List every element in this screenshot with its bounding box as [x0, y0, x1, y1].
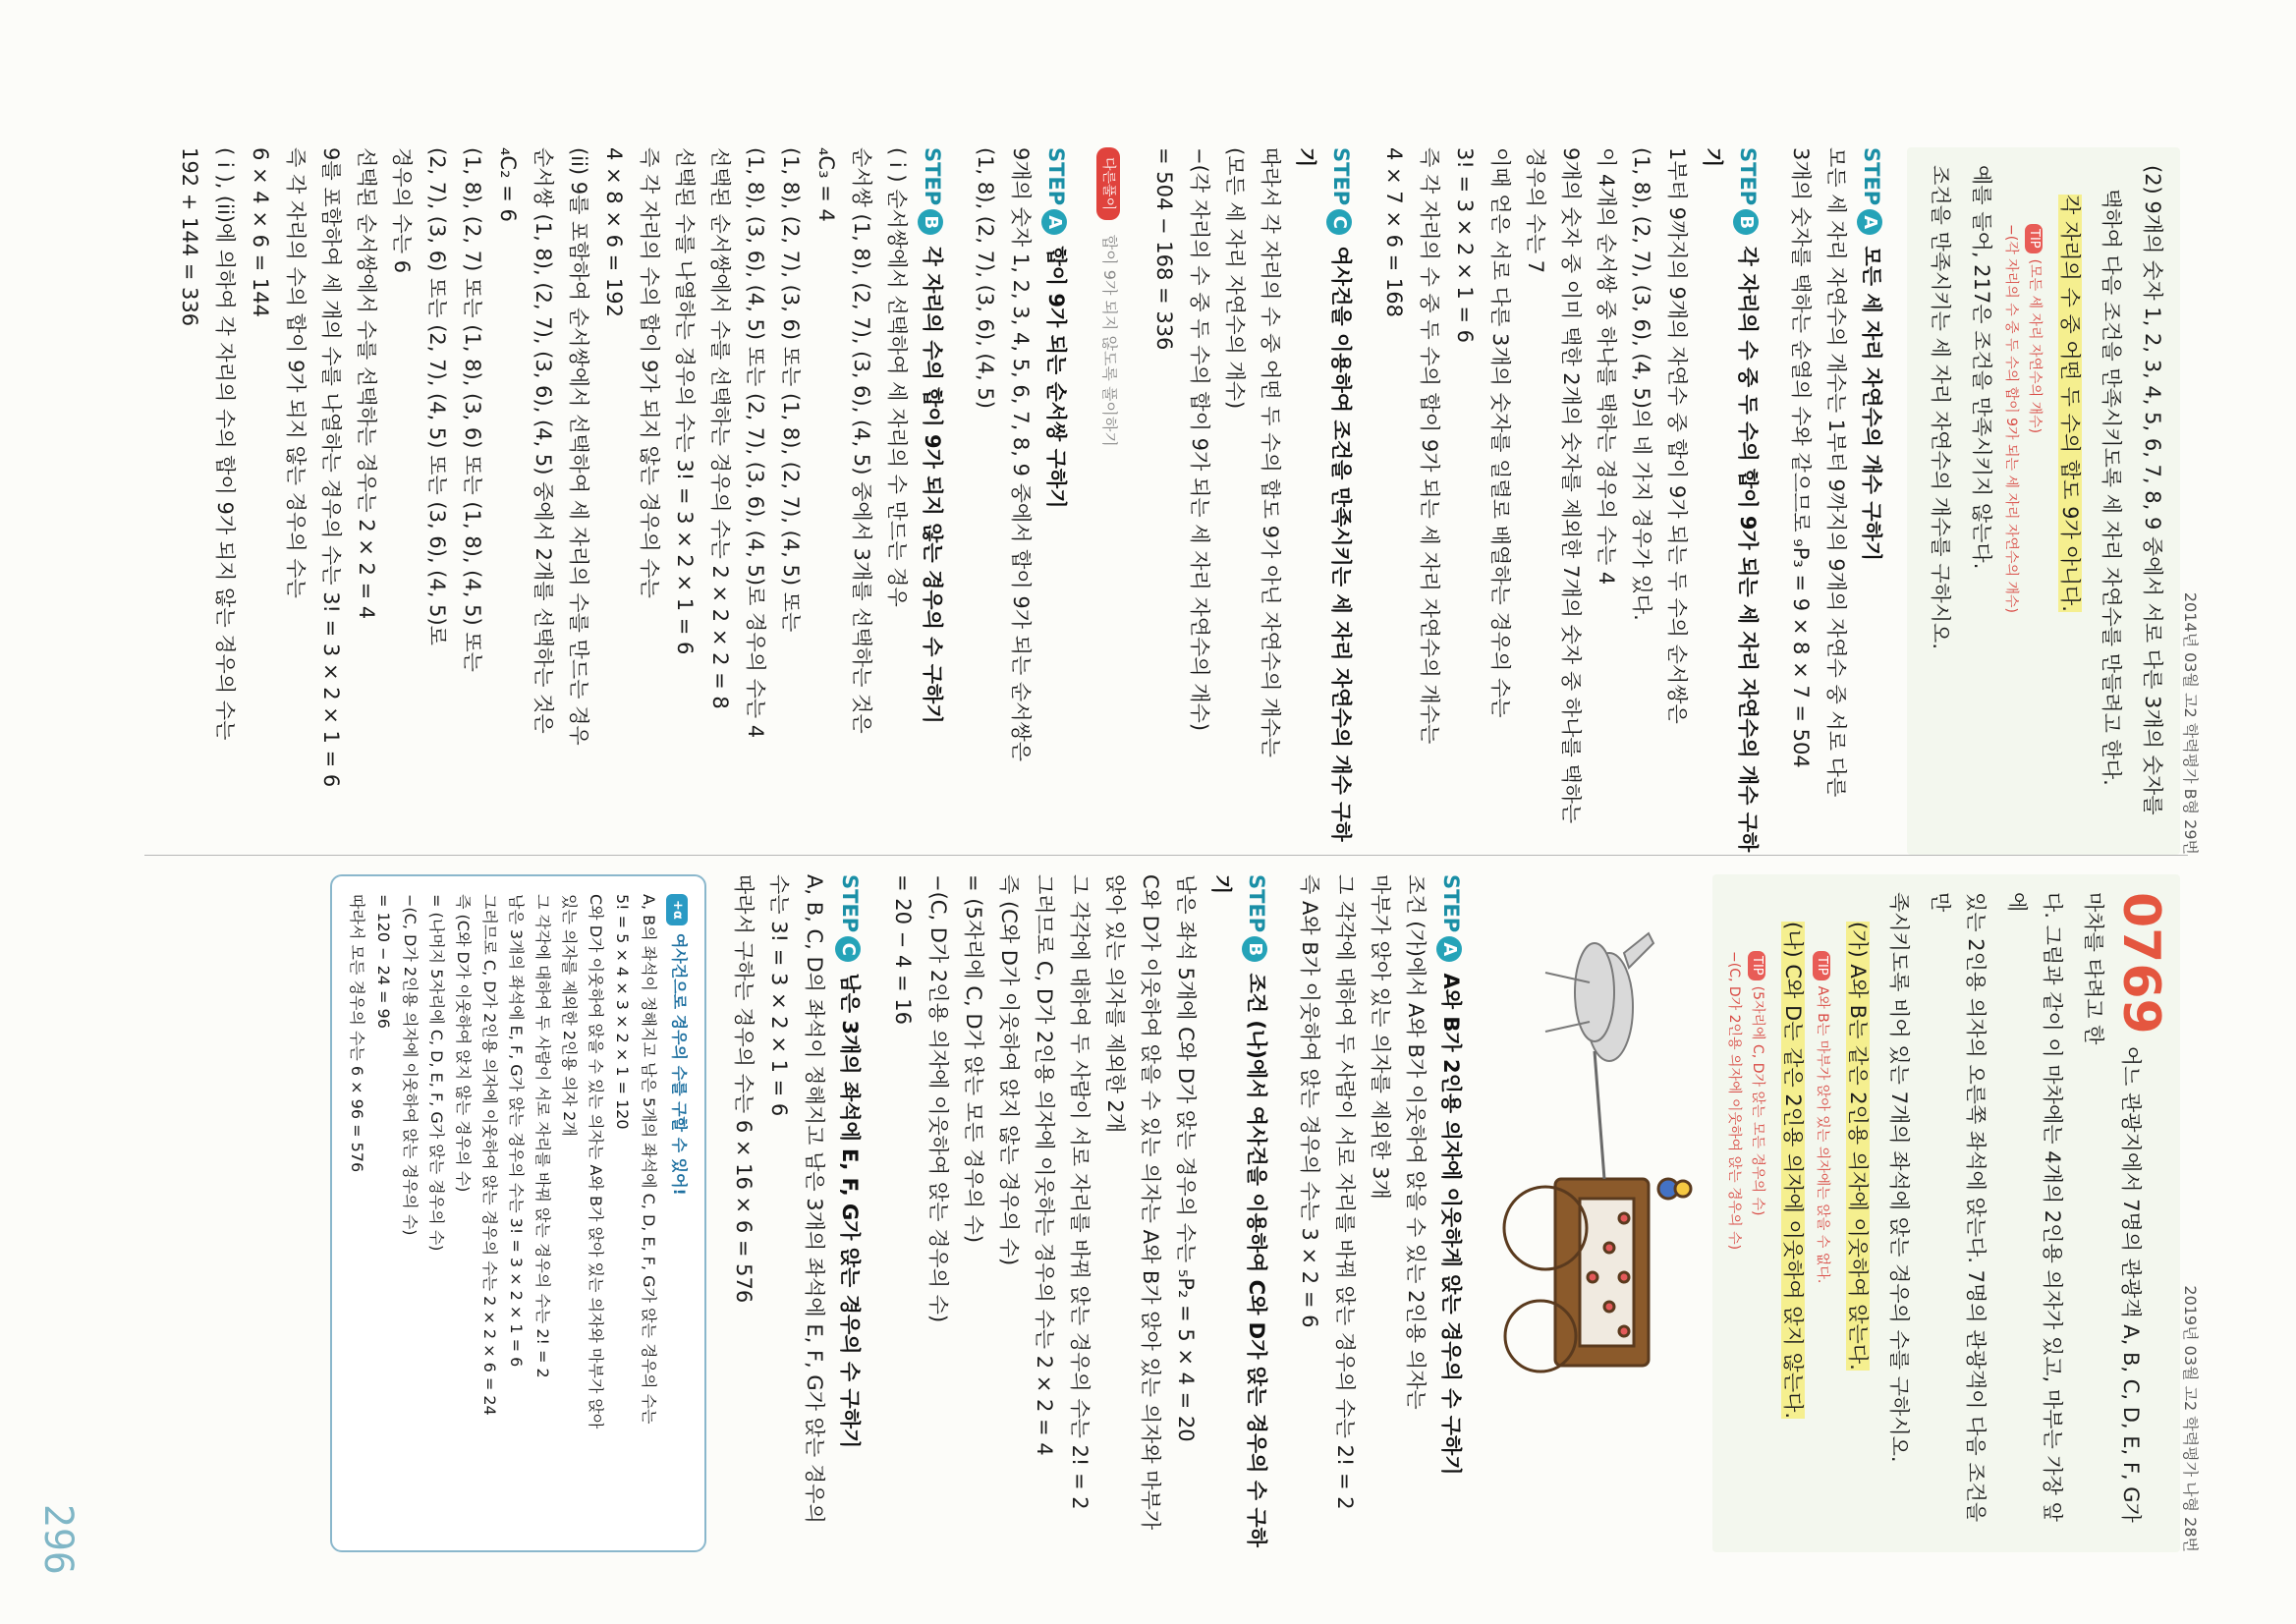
note-header	[666, 894, 693, 1533]
problem-line: 조건을 만족시키는 세 자리 자연수의 개수를 구하시오.	[1929, 165, 1952, 650]
step-badge: A	[1436, 936, 1462, 962]
page-number: 296	[35, 1503, 81, 1575]
step-line: 3개의 숫자를 택하는 순열의 수와 같으므로 ₉P₃ = 9 × 8 × 7 = 504	[1789, 147, 1813, 768]
step-badge: C	[1326, 209, 1352, 235]
step-heading	[832, 874, 868, 1552]
carriage-illustration	[1486, 874, 1703, 1552]
step-line: 3! = 3 × 2 × 1 = 6	[1453, 147, 1477, 344]
problem-line: (2) 9개의 숫자 1, 2, 3, 4, 5, 6, 7, 8, 9 중에서 서로 다른 3개의 숫자를	[2141, 165, 2164, 815]
step-line: ( i ) 순서쌍에서 선택하여 세 자리의 수 만드는 경우	[885, 147, 909, 607]
plus-alpha-note	[330, 874, 706, 1552]
step-line: 따라서 각 자리의 수 중 어떤 두 수의 합도 9가 아닌 자연수의 개수는	[1259, 147, 1282, 757]
step-line: 이 4개의 순서쌍 중 하나를 택하는 경우의 수는 4	[1595, 147, 1618, 586]
problem-line: 족시키도록 비어 있는 7개의 좌석에 앉는 경우의 수를 구하시오.	[1887, 892, 1911, 1463]
condition-text: 각 자리의 수 중 어떤 두 수의 합도 9가 아니다.	[2058, 195, 2082, 612]
step-line: 마부가 앉아 있는 의자를 제외한 3개	[1369, 874, 1392, 1200]
step-line: 선택된 순서쌍에서 수를 선택하는 경우의 수는 2 × 2 × 2 = 8	[708, 147, 732, 709]
note-line: 남은 3개의 좌석에 E, F, G가 앉는 경우의 수는 3! = 3 × 2 × 1 = 6	[507, 894, 526, 1368]
step-line: (2, 7), (3, 6) 또는 (2, 7), (4, 5) 또는 (3, 6), (4, 5)로	[425, 147, 449, 645]
step-prefix: STEP	[1329, 147, 1353, 206]
step-heading	[1433, 874, 1469, 1552]
step-body	[1292, 874, 1433, 1552]
step-badge: A	[1041, 209, 1067, 235]
step-line: 9개의 숫자 1, 2, 3, 4, 5, 6, 7, 8, 9 중에서 합이 9가 되는 순서쌍은	[1009, 147, 1033, 762]
carriage-drawing	[1486, 874, 1703, 1552]
note-line: = (나머지 5자리에 C, D, E, F, G가 앉는 경우의 수)	[427, 894, 446, 1252]
condition-row	[1840, 892, 1876, 1535]
note-line: 있는 의자를 제외한 2인용 의자 2개	[560, 894, 579, 1137]
step-line: 선택된 순서쌍에서 수를 선택하는 경우는 2 × 2 = 4	[355, 147, 378, 620]
right-source: 2019년 03월 고2 학력평가 나형 28번	[2181, 1285, 2200, 1552]
problem-number: 0769	[2111, 892, 2170, 1035]
right-solution-steps	[726, 874, 1469, 1552]
note-title: 여사건으로 경우의 수를 구할 수 있어!	[670, 932, 689, 1196]
problem-line: 예를 들어, 217은 조건을 만족시키지 않는다.	[1970, 165, 1993, 570]
condition-text: (가) A와 B는 같은 2인용 의자에 이웃하여 앉는다.	[1846, 922, 1870, 1371]
left-column	[172, 147, 2208, 855]
step-body	[968, 147, 1038, 855]
step-line: 순서쌍 (1, 8), (2, 7), (3, 6), (4, 5) 중에서 3개를 선택하는 것은	[850, 147, 873, 734]
right-problem-box	[1712, 874, 2180, 1552]
step-line: (ii) 9를 포함하여 순서쌍에서 선택하여 세 자리의 수를 만드는 경우	[567, 147, 590, 746]
note-line: 그 각각에 대하여 두 사람이 서로 자리를 바꿔 앉는 경우의 수는 2! = 2	[533, 894, 552, 1378]
note-line: A, B의 좌석이 정해지고 남은 5개의 좌석에 C, D, E, F, G가 앉는 경우의 수는	[640, 894, 658, 1425]
step-line: 선택된 수를 나열하는 경우의 수는 3! = 3 × 2 × 1 = 6	[673, 147, 697, 655]
step-line: 4 × 8 × 6 = 192	[602, 147, 626, 318]
step-line: (1, 8), (2, 7), (3, 6), (4, 5)	[974, 147, 997, 409]
right-column	[330, 874, 2208, 1552]
step-line: 앉아 있는 의자를 제외한 2개	[1103, 874, 1127, 1134]
problem-line: 있는 2인용 의자의 오른쪽 좌석에 앉는다. 7명의 관광객이 다음 조건을 만	[1929, 892, 1988, 1523]
step-prefix: STEP	[1439, 874, 1463, 933]
step-line: 이때 얻은 서로 다른 3개의 숫자를 일렬로 배열하는 경우의 수는	[1488, 147, 1512, 718]
step-line: = 504 − 168 = 336	[1152, 147, 1176, 351]
tip-row: −(각 자리의 수 중 두 수의 합이 9가 되는 세 자리 자연수의 개수)	[2003, 224, 2019, 614]
step-line: 그 각각에 대하여 두 사람이 서로 자리를 바꿔 앉는 경우의 수는 2! = 2	[1068, 874, 1092, 1510]
step-title: 각 자리의 수 중 두 수의 합이 9가 되는 세 자리 자연수의 개수 구하기	[1701, 147, 1760, 853]
left-problem-box	[1907, 147, 2180, 855]
step-heading	[1288, 147, 1359, 855]
step-body	[1783, 147, 1854, 855]
step-body	[726, 874, 832, 1552]
note-line: 즉 (C와 D가 이웃하여 앉지 않는 경우의 수)	[454, 894, 473, 1193]
step-line: 남은 좌석 5개에 C와 D가 앉는 경우의 수는 ₅P₂ = 5 × 4 = 20	[1174, 874, 1198, 1442]
left-source: 2014년 03월 고2 학력평가 B형 29번	[2181, 591, 2200, 855]
step-body	[885, 874, 1204, 1552]
tip-row	[1746, 892, 1769, 1535]
other-solution-steps	[172, 147, 1074, 855]
step-body	[1376, 147, 1695, 855]
problem-line	[2076, 892, 2170, 1535]
step-heading	[1038, 147, 1074, 855]
step-title: 조건 (나)에서 여사건을 이용하여 C와 D가 앉는 경우의 수 구하기	[1209, 874, 1268, 1547]
plus-alpha-icon: +α	[666, 894, 688, 925]
step-title: 여사건을 이용하여 조건을 만족시키는 세 자리 자연수의 개수 구하기	[1294, 147, 1353, 842]
step-line: 순서쌍 (1, 8), (2, 7), (3, 6), (4, 5) 중에서 2개를 선택하는 것은	[532, 147, 555, 734]
note-line: 그러므로 C, D가 2인용 의자에 이웃하여 앉는 경우의 수는 2 × 2 × 6 = 24	[480, 894, 499, 1416]
step-line: = (5자리에 C, D가 앉는 모든 경우의 수)	[962, 874, 985, 1244]
tip-text: A와 B는 마부가 앉아 있는 의자에는 앉을 수 없다.	[1815, 985, 1830, 1284]
step-line: (1, 8), (3, 6), (4, 5) 또는 (2, 7), (3, 6), (4, 5)로 경우의 수는 4	[744, 147, 767, 739]
step-title: 모든 세 자리 자연수의 개수 구하기	[1860, 246, 1883, 562]
step-line: 수는 3! = 3 × 2 × 1 = 6	[767, 874, 791, 1117]
step-prefix: STEP	[1736, 147, 1760, 206]
step-prefix: STEP	[1860, 147, 1883, 206]
tip-row: −(C, D가 2인용 의자에 이웃하여 앉는 경우의 수)	[1726, 951, 1742, 1251]
step-line: 1부터 9까지의 9개의 자연수 중 합이 9가 되는 두 수의 순서쌍은	[1665, 147, 1689, 724]
step-title: A와 B가 2인용 의자에 이웃하게 앉는 경우의 수 구하기	[1439, 973, 1463, 1476]
step-line: C와 D가 이웃하여 앉을 수 있는 의자는 A와 B가 앉아 있는 의자와 마부가	[1139, 874, 1162, 1531]
step-body	[1147, 147, 1288, 855]
step-line: (1, 8), (2, 7), (3, 6), (4, 5)의 네 가지 경우가 있다.	[1630, 147, 1653, 621]
step-line: A, B, C, D의 좌석이 정해지고 남은 3개의 좌석에 E, F, G가 앉는 경우의	[803, 874, 826, 1524]
tip-badge: TIP	[2025, 224, 2043, 253]
tip-row	[1811, 892, 1834, 1535]
step-heading	[1204, 874, 1274, 1552]
step-body	[172, 147, 915, 855]
tip-text: (모든 세 자리 자연수의 개수)	[2027, 258, 2043, 434]
step-line: 그 각각에 대하여 두 사람이 서로 자리를 바꿔 앉는 경우의 수는 2! = 2	[1333, 874, 1357, 1510]
step-line: 6 × 4 × 6 = 144	[249, 147, 272, 318]
step-line: ( i ), (ii)에 의하여 각 자리의 수의 합이 9가 되지 않는 경우의 수는	[213, 147, 237, 741]
step-prefix: STEP	[1044, 147, 1068, 206]
note-line: C와 D가 이웃하여 앉을 수 있는 의자는 A와 B가 앉아 있는 의자와 마부가 앉아	[587, 894, 605, 1429]
tip-text: (5자리에 C, D가 앉는 모든 경우의 수)	[1750, 985, 1765, 1216]
step-badge: B	[918, 209, 943, 235]
step-line: 모든 세 자리 자연수의 개수는 1부터 9까지의 9개의 자연수 중 서로 다른	[1824, 147, 1848, 798]
note-line: 따라서 모든 경우의 수는 6 × 96 = 576	[348, 894, 366, 1173]
note-line: = 120 − 24 = 96	[374, 894, 393, 1029]
problem-line: 택하여 다음 조건을 만족시키도록 세 자리 자연수를 만들려고 한다.	[2100, 189, 2123, 786]
step-prefix: STEP	[921, 147, 944, 206]
step-prefix: STEP	[838, 874, 862, 933]
step-line: 즉 각 자리의 수의 합이 9가 되지 않는 경우의 수는	[638, 147, 661, 598]
tip-badge: TIP	[1813, 951, 1830, 980]
column-divider	[144, 855, 2188, 856]
step-line: ₄C₃ = 4	[814, 147, 838, 222]
other-solution-badge: 다른풀이	[1096, 147, 1120, 220]
problem-text: 어느 관광지에서 7명의 관광객 A, B, C, D, E, F, G가 마차를 타려고 한	[2082, 892, 2143, 1523]
tip-row	[2023, 165, 2046, 837]
step-badge: A	[1857, 209, 1882, 235]
step-title: 합이 9가 되는 순서쌍 구하기	[1044, 246, 1068, 509]
condition-row	[2052, 165, 2088, 837]
step-heading	[1854, 147, 1889, 855]
step-line: 4 × 7 × 6 = 168	[1382, 147, 1406, 318]
step-heading	[915, 147, 950, 855]
problem-line: 다. 그림과 같이 이 마차에는 4개의 2인용 의자가 있고, 마부는 가장 앞에	[2005, 892, 2064, 1522]
condition-row	[1775, 892, 1811, 1535]
step-line: 즉 A와 B가 이웃하여 앉는 경우의 수는 3 × 2 = 6	[1298, 874, 1321, 1328]
step-line: 9개의 숫자 중 이미 택한 2개의 숫자를 제외한 7개의 숫자 중 하나를 택하는	[1559, 147, 1583, 824]
step-line: 그러므로 C, D가 2인용 의자에 이웃하는 경우의 수는 2 × 2 = 4	[1033, 874, 1056, 1456]
step-heading	[1695, 147, 1765, 855]
step-line: = 20 − 4 = 16	[891, 874, 915, 1025]
tip-badge: TIP	[1748, 951, 1765, 980]
step-line: 경우의 수는 7	[1524, 147, 1547, 274]
step-line: (1, 8), (2, 7), (3, 6) 또는 (1, 8), (2, 7), (4, 5) 또는	[779, 147, 803, 633]
step-line: 192 + 144 = 336	[178, 147, 201, 327]
step-line: 즉 각 자리의 수 중 두 수의 합이 9가 되는 세 자리 자연수의 개수는	[1418, 147, 1441, 745]
step-line: 따라서 구하는 경우의 수는 6 × 16 × 6 = 576	[732, 874, 756, 1304]
step-badge: B	[1242, 936, 1267, 962]
step-line: (1, 8), (2, 7) 또는 (1, 8), (3, 6) 또는 (1, 8), (4, 5) 또는	[461, 147, 484, 672]
step-line: 즉 각 자리의 수의 합이 9가 되지 않는 경우의 수는	[284, 147, 308, 598]
other-solution-label: 합이 9가 되지 않도록 풀이하기	[1100, 234, 1119, 447]
step-badge: B	[1733, 209, 1759, 235]
step-line: ₄C₂ = 6	[496, 147, 520, 222]
step-line: (모든 세 자리 자연수의 개수)	[1223, 147, 1247, 410]
note-line: 5! = 5 × 4 × 3 × 2 × 1 = 120	[613, 894, 632, 1130]
note-body	[344, 894, 662, 1533]
step-line: 경우의 수는 6	[390, 147, 414, 274]
other-solution-header	[1092, 147, 1129, 855]
step-line: −(C, D가 2인용 의자에 이웃하여 앉는 경우의 수)	[926, 874, 950, 1323]
step-prefix: STEP	[1245, 874, 1268, 933]
step-line: 조건 (가)에서 A와 B가 이웃하여 앉을 수 있는 2인용 의자는	[1404, 874, 1428, 1410]
step-badge: C	[835, 936, 861, 962]
step-line: −(각 자리의 수 중 두 수의 합이 9가 되는 세 자리 자연수의 개수)	[1188, 147, 1211, 732]
step-title: 남은 3개의 좌석에 E, F, G가 앉는 경우의 수 구하기	[838, 973, 862, 1449]
note-line: −(C, D가 2인용 의자에 이웃하여 앉는 경우의 수)	[401, 894, 420, 1236]
step-title: 각 자리의 수의 합이 9가 되지 않는 경우의 수 구하기	[921, 246, 944, 724]
condition-text: (나) C와 D는 같은 2인용 의자에 이웃하여 앉지 않는다.	[1781, 922, 1805, 1420]
step-line: 즉 (C와 D가 이웃하여 앉지 않는 경우의 수)	[997, 874, 1021, 1266]
step-line: 9를 포함하여 세 개의 수를 나열하는 경우의 수는 3! = 3 × 2 × 1 = 6	[319, 147, 343, 788]
left-solution-steps	[1147, 147, 1889, 855]
